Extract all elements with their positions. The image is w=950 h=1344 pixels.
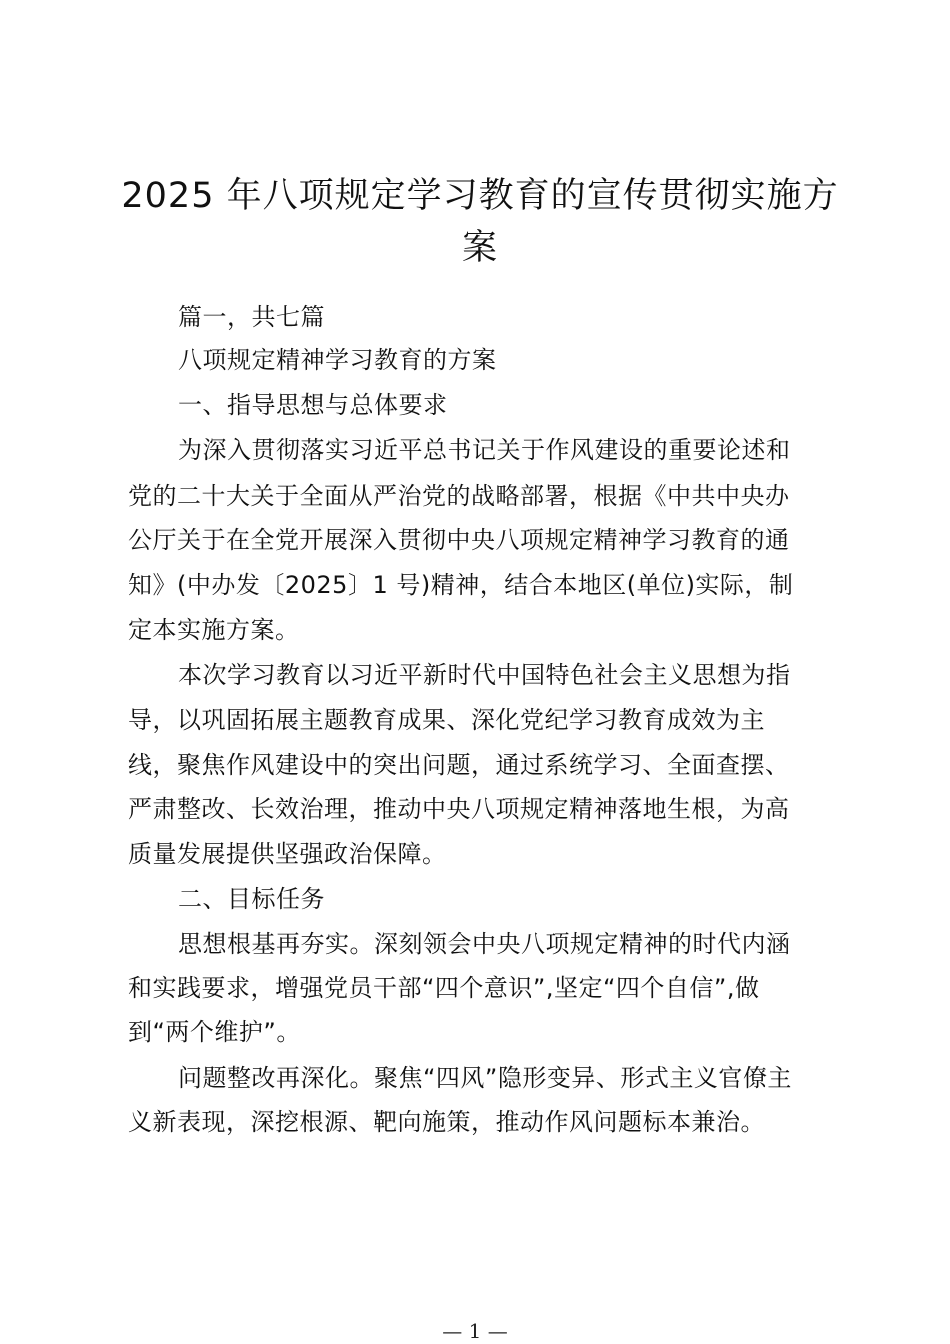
paragraph-line: 为深入贯彻落实习近平总书记关于作风建设的重要论述和 bbox=[178, 436, 791, 464]
paragraph-line: 义新表现，深挖根源、靶向施策，推动作风问题标本兼治。 bbox=[128, 1108, 765, 1136]
document-title-line-1: 2025 年八项规定学习教育的宣传贯彻实施方 bbox=[121, 176, 839, 216]
document-subtitle: 八项规定精神学习教育的方案 bbox=[178, 346, 497, 374]
paragraph-line: 知》(中办发〔2025〕1 号)精神，结合本地区(单位)实际，制 bbox=[128, 571, 794, 599]
paragraph-line: 质量发展提供坚强政治保障。 bbox=[128, 840, 447, 868]
document-title-line-2: 案 bbox=[461, 228, 498, 268]
heading-goals-tasks: 二、目标任务 bbox=[178, 885, 325, 913]
paragraph-line: 公厅关于在全党开展深入贯彻中央八项规定精神学习教育的通 bbox=[128, 526, 790, 554]
page-number: — 1 — bbox=[442, 1319, 508, 1343]
paragraph-line: 严肃整改、长效治理，推动中央八项规定精神落地生根，为高 bbox=[128, 795, 790, 823]
paragraph-line: 党的二十大关于全面从严治党的战略部署，根据《中共中央办 bbox=[128, 482, 790, 510]
paragraph-line: 本次学习教育以习近平新时代中国特色社会主义思想为指 bbox=[178, 661, 791, 689]
section-intro: 篇一，共七篇 bbox=[178, 303, 325, 331]
paragraph-line: 线，聚焦作风建设中的突出问题，通过系统学习、全面查摆、 bbox=[128, 751, 790, 779]
paragraph-line: 思想根基再夯实。深刻领会中央八项规定精神的时代内涵 bbox=[178, 930, 791, 958]
paragraph-line: 导，以巩固拓展主题教育成果、深化党纪学习教育成效为主 bbox=[128, 706, 765, 734]
paragraph-line: 到“两个维护”。 bbox=[128, 1018, 301, 1046]
paragraph-line: 和实践要求，增强党员干部“四个意识”,坚定“四个自信”,做 bbox=[128, 974, 760, 1002]
paragraph-line: 定本实施方案。 bbox=[128, 616, 300, 644]
heading-guiding-ideology: 一、指导思想与总体要求 bbox=[178, 391, 448, 419]
paragraph-line: 问题整改再深化。聚焦“四风”隐形变异、形式主义官僚主 bbox=[178, 1064, 792, 1092]
